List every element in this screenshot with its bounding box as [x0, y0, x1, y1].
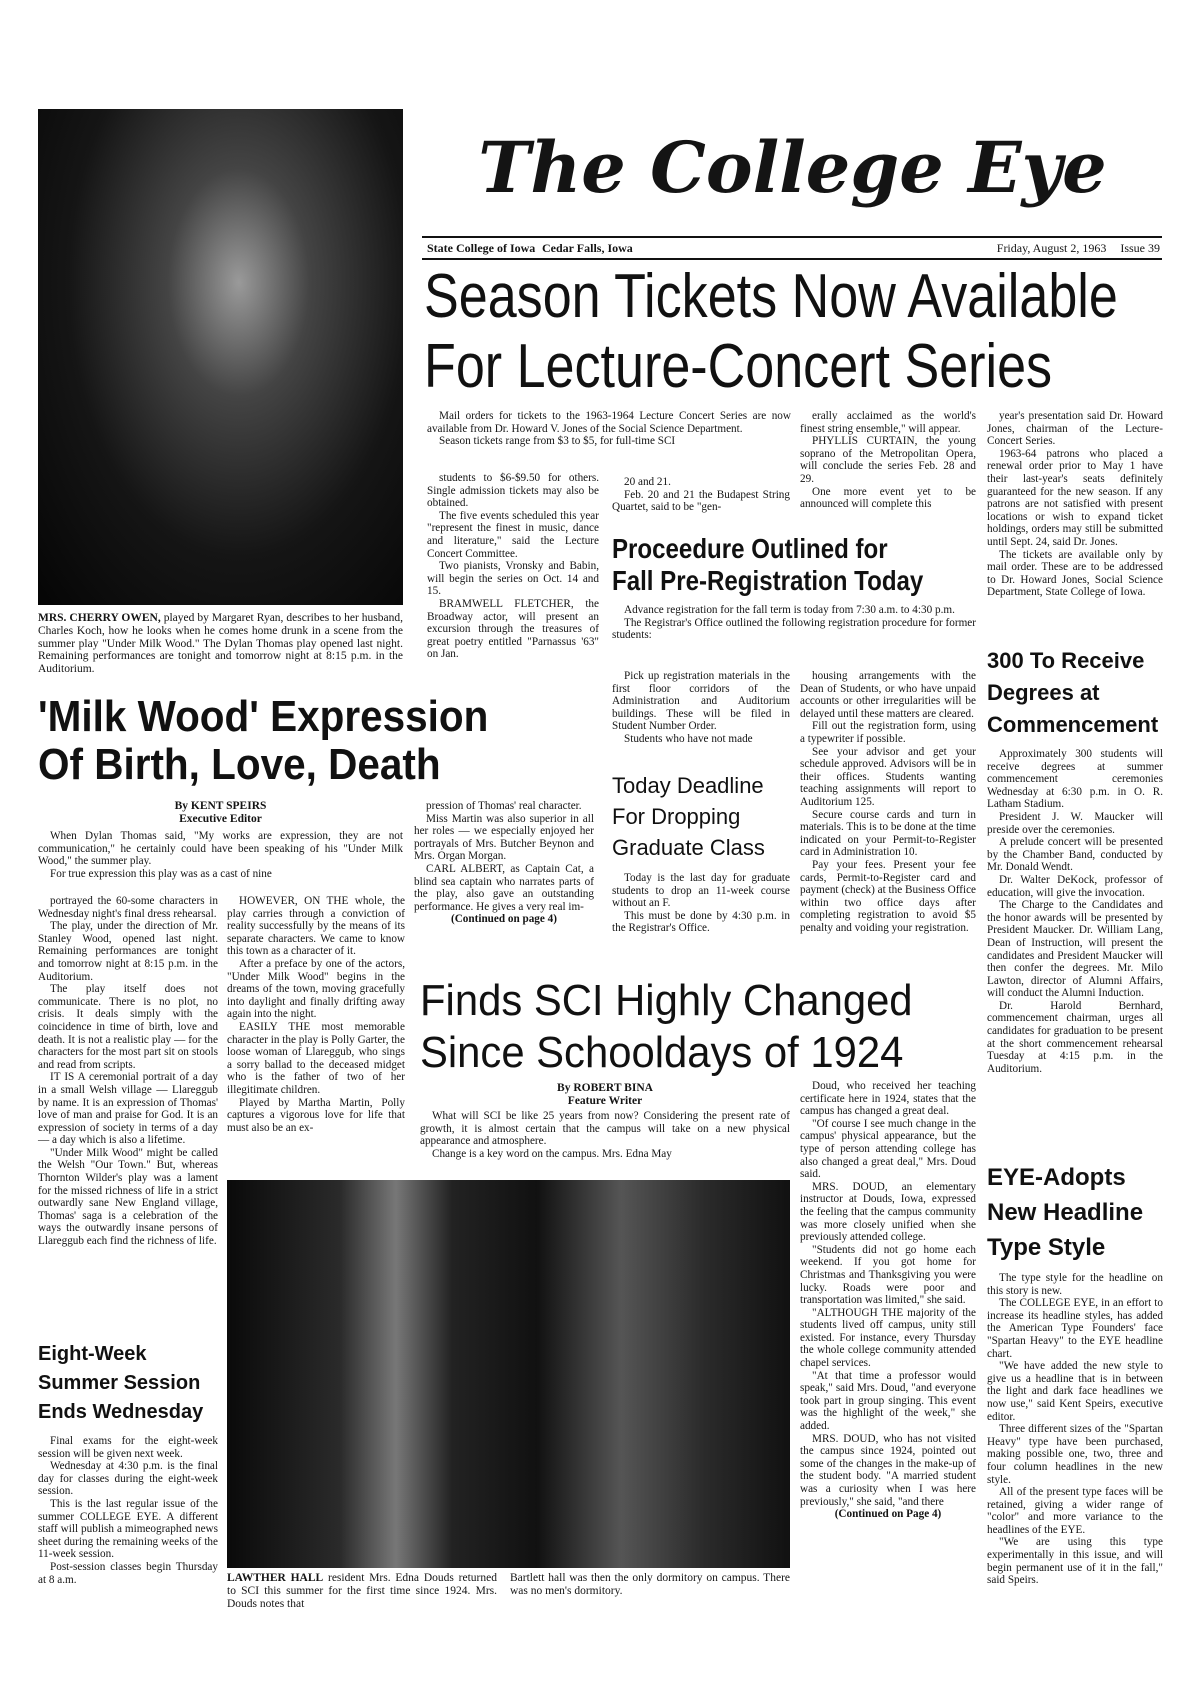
paragraph: Approximately 300 students will receive degrees at summer commencement ceremonies Wednesday at 6:30 p.m. in O. R. Latham Stadium. [987, 748, 1163, 811]
paragraph: The type style for the headline on this story is new. [987, 1272, 1163, 1297]
headline-line: Fall Pre-Registration Today [612, 565, 924, 596]
headline-line: Since Schooldays of 1924 [420, 1028, 904, 1077]
headline-style-body [987, 1272, 1163, 1587]
milk-wood-lead [38, 830, 403, 880]
headline-line: Commencement [987, 712, 1159, 737]
continued-link[interactable]: (Continued on Page 4) [834, 1508, 942, 1521]
paragraph: Feb. 20 and 21 the Budapest String Quartet, said to be "gen- [612, 488, 790, 514]
paragraph: 20 and 21. [624, 476, 671, 488]
continued-link[interactable]: (Continued on page 4) [451, 913, 557, 926]
milk-wood-col-a [38, 895, 218, 1248]
paragraph: Pay your fees. Present your fee cards, Permit-to-Register card and payment (check) at the Business Office within two office days after completing registration to avoid $5 penalty and voiding your registration. [800, 858, 976, 934]
paragraph: After a preface by one of the actors, "Under Milk Wood" begins in the dreams of the town, moving gracefully into daylight and finally drifting away again into the night. [227, 957, 405, 1021]
sci-changed-byline [420, 1082, 790, 1108]
summer-session-body [38, 1435, 218, 1586]
sci-changed-col-wrap [800, 1080, 976, 1521]
paragraph: The five events scheduled this year "represent the finest in music, dance and literature," said the Lecture Concert Committee. [427, 509, 599, 560]
sci-changed-lead [420, 1110, 790, 1160]
paragraph: 1963-64 patrons who placed a renewal order prior to May 1 have their last-year's seats definitely guaranteed for the new season. If any patrons are not satisfied with present locations or wish to expand ticket holdings, orders may still be submitted until Sept. 24, said Dr. Jones. [987, 447, 1163, 548]
paragraph: Post-session classes begin Thursday at 8 a.m. [38, 1560, 218, 1586]
paragraph: What will SCI be like 25 years from now? Considering the present rate of growth, it is almost certain that the campus will take on a new physical appearance and atmosphere. [420, 1110, 790, 1148]
headline-line: Ends Wednesday [38, 1401, 204, 1423]
paragraph: The play itself does not communicate. There is no plot, no crisis. It deals simply with the coincidence in time of birth, love and death. It is not a realistic play — for the characters for the most part sit on stools and read from scripts. [38, 983, 218, 1071]
paragraph: Today is the last day for graduate students to drop an 11-week course without an F. [612, 872, 790, 910]
paragraph: A prelude concert will be presented by the Chamber Band, conducted by Mr. Donald Wendt. [987, 836, 1163, 874]
paragraph: Dr. Harold Bernhard, commencement chairman, urges all candidates for graduation to be present at the short commencement rehearsal Tuesday at 4:15 p.m. in the Auditorium. [987, 999, 1163, 1075]
paragraph: Two pianists, Vronsky and Babin, will begin the series on Oct. 14 and 15. [427, 560, 599, 598]
paragraph: housing arrangements with the Dean of Students, or who have unpaid accounts or other irregularities will be delayed until these matters are cleared. [800, 670, 976, 720]
season-tickets-col4 [987, 410, 1163, 599]
headline-line: Summer Session [38, 1372, 201, 1394]
caption-text: played by Margaret Ryan, describes to her husband, Charles Koch, how he looks when he comes home drunk in a scene from the summer play "Under Milk Wood." The Dylan Thomas play opened last night. Remaining performances are tonight and tomorrow night at 8:15 p.m. in the Auditorium. [38, 612, 403, 676]
school-name: State College of Iowa [427, 241, 536, 255]
paragraph: year's presentation said Dr. Howard Jones, chairman of the Lecture-Concert Series. [987, 410, 1163, 448]
paragraph: Doud, who received her teaching certificate here in 1924, states that the campus has changed a great deal. [800, 1080, 976, 1118]
paragraph: HOWEVER, ON THE whole, the play carries through a conviction of reality successfully by the means of its separate characters. We came to know this town as a character of it. [227, 895, 405, 958]
caption-text: resident Mrs. Edna Douds returned to SCI this summer for the first time since 1924. Mrs. Douds notes that [227, 1572, 497, 1610]
registration-col-left [612, 670, 790, 746]
season-tickets-lead [427, 410, 791, 448]
paragraph: Advance registration for the fall term is today from 7:30 a.m. to 4:30 p.m. [624, 604, 955, 616]
commencement-body [987, 748, 1163, 1075]
paragraph: "We are using this type experimentally in this issue, and will begin permanent use of it in the fall," said Speirs. [987, 1536, 1163, 1587]
headline-line: Proceedure Outlined for [612, 533, 888, 564]
headline-line: Degrees at [987, 680, 1100, 705]
photo-lawther-hall [227, 1180, 790, 1568]
headline-style-headline [987, 1160, 1167, 1265]
paragraph: MRS. DOUD, an elementary instructor at Douds, Iowa, expressed the feeling that the campus community was more closely unified when she previously attended college. [800, 1180, 976, 1244]
paragraph: See your advisor and get your schedule approved. Advisors will be in their offices. Students wanting teaching assignments will report to Auditorium 125. [800, 745, 976, 808]
milk-wood-col-c-wrap [414, 800, 594, 926]
paragraph: This is the last regular issue of the summer COLLEGE EYE. A different staff will publish a mimeographed news sheet during the remaining weeks of the 11-week session. [38, 1497, 218, 1561]
masthead-rule-bottom [422, 258, 1162, 260]
paragraph: EASILY THE most memorable character in the play is Polly Garter, the loose woman of Llareggub, who sings a sorry ballad to the deceased midget who is the father of two of her illegitimate children. [227, 1020, 405, 1096]
headline-line: Eight-Week [38, 1343, 147, 1365]
issue-date: Friday, August 2, 1963 [996, 241, 1107, 255]
location: Cedar Falls, Iowa [542, 241, 633, 255]
byline-name: By ROBERT BINA [557, 1082, 653, 1094]
headline-line: New Headline [987, 1199, 1144, 1226]
commencement-headline [987, 645, 1167, 741]
season-tickets-col1 [427, 472, 599, 661]
headline-line: 300 To Receive [987, 648, 1145, 673]
caption-lead: LAWTHER HALL [227, 1572, 324, 1584]
paragraph: "Students did not go home each weekend. If you got home for Christmas and Thanksgiving you were lucky. Roads were poor and transportation was limited," she said. [800, 1243, 976, 1307]
paragraph: portrayed the 60-some characters in Wednesday night's final dress rehearsal. [38, 895, 218, 920]
paragraph: "Of course I see much change in the campus' physical appearance, but the type of person attending college has also changed a great deal," Mrs. Doud said. [800, 1117, 976, 1181]
headline-line: 'Milk Wood' Expression [38, 692, 489, 741]
season-tickets-col2 [612, 476, 790, 514]
sci-changed-col [800, 1080, 976, 1508]
paragraph: pression of Thomas' real character. [426, 800, 582, 812]
paragraph: The Registrar's Office outlined the following registration procedure for former students: [612, 616, 976, 642]
photo-milk-wood-scene [38, 109, 403, 605]
paragraph: "We have added the new style to give us a headline that is in between the light and dark face headlines we now use," said Kent Speirs, executive editor. [987, 1360, 1163, 1423]
paragraph: IT IS A ceremonial portrait of a day in a small Welsh village — Llareggub by name. It is an expression of Thomas' love of man and praise for God. It is an expression of society in terms of a day — a day which is also a lifetime. [38, 1071, 218, 1147]
paragraph: Final exams for the eight-week session will be given next week. [38, 1435, 218, 1460]
photo-caption-lawther-right: Bartlett hall was then the only dormitory on campus. There was no men's dormitory. [510, 1572, 790, 1597]
milk-wood-col-b [227, 895, 405, 1134]
headline-line: For Lecture-Concert Series [424, 332, 1053, 401]
deadline-body [612, 872, 790, 935]
paragraph: All of the present type faces will be retained, giving a wider range of "color" and more variance to the headlines of the EYE. [987, 1486, 1163, 1536]
paragraph: CARL ALBERT, as Captain Cat, a blind sea captain who narrates parts of the play, also gave an outstanding performance. He gives a very real im- [414, 862, 594, 913]
byline-title: Feature Writer [567, 1095, 643, 1107]
milk-wood-col-c [414, 800, 594, 913]
paragraph: PHYLLIS CURTAIN, the young soprano of the Metropolitan Opera, will conclude the series Feb. 28 and 29. [800, 435, 976, 485]
registration-col-right [800, 670, 976, 934]
paragraph: Fill out the registration form, using a typewriter if possible. [800, 720, 976, 745]
paragraph: This must be done by 4:30 p.m. in the Registrar's Office. [612, 909, 790, 935]
sci-changed-headline [420, 975, 980, 1079]
paragraph: BRAMWELL FLETCHER, the Broadway actor, will present an excursion through the treasures of great poetry entitled "Parnassus '63" on Jan. [427, 597, 599, 661]
headline-line: Of Birth, Love, Death [38, 740, 441, 789]
masthead-info-bar [427, 241, 1160, 256]
paragraph: students to $6-$9.50 for others. Single admission tickets may also be obtained. [427, 472, 599, 510]
headline-line: EYE-Adopts [987, 1164, 1126, 1191]
headline-line: Type Style [987, 1234, 1106, 1261]
paragraph: Mail orders for tickets to the 1963-1964 Lecture Concert Series are now available from Dr. Howard V. Jones of the Social Science Department. [427, 410, 791, 435]
paragraph: Students who have not made [624, 732, 753, 745]
headline-line: Season Tickets Now Available [424, 262, 1118, 331]
deadline-headline [612, 770, 792, 863]
paragraph: Dr. Walter DeKock, professor of education, will give the invocation. [987, 873, 1163, 899]
paragraph: Season tickets range from $3 to $5, for full-time SCI [439, 435, 676, 448]
headline-line: Graduate Class [612, 835, 765, 860]
season-tickets-col3 [800, 410, 976, 511]
headline-line: Today Deadline [612, 773, 764, 798]
byline-name: By KENT SPEIRS [174, 800, 267, 812]
paragraph: The play, under the direction of Mr. Stanley Wood, opened last night. Remaining performances are tonight and tomorrow night at 8:15 p.m. in the Auditorium. [38, 920, 218, 983]
paragraph: Pick up registration materials in the first floor corridors of the Administration and Auditorium buildings. These will be filed in Student Number Order. [612, 670, 790, 733]
season-tickets-headline [424, 262, 1164, 404]
paragraph: One more event yet to be announced will complete this [800, 485, 976, 511]
paragraph: Wednesday at 4:30 p.m. is the final day for classes during the eight-week session. [38, 1460, 218, 1498]
paragraph: "At that time a professor would speak," said Mrs. Doud, "and everyone took part in group singing. This event was the highlight of the week," she added. [800, 1369, 976, 1433]
paragraph: President J. W. Maucker will preside over the ceremonies. [987, 810, 1163, 836]
milk-wood-byline [38, 800, 403, 826]
paragraph: The COLLEGE EYE, in an effort to increase its headline styles, has added the American Type Founders' face "Spartan Heavy" to the EYE headline chart. [987, 1297, 1163, 1360]
milk-wood-headline [38, 693, 598, 789]
paragraph: The tickets are available only by mail order. These are to be addressed to Dr. Howard Jones, Social Science Department, State College of Iowa. [987, 548, 1163, 599]
paragraph: "Under Milk Wood" might be called the Welsh "Our Town." But, whereas Thornton Wilder's play was a lament for the missed richness of life in a strict outwardly sane New England village, Thomas' saga is a celebration of the ways the outwardly insane persons of Llareggub each find the richness of life. [38, 1146, 218, 1248]
paragraph: The Charge to the Candidates and the honor awards will be presented by President Maucker. Dr. William Lang, Dean of Instruction, will present the candidates and President Maucker will then confer the degrees. Mr. Milo Lawton, director of Alumni Affairs, will conduct the Alumni Induction. [987, 899, 1163, 1000]
paragraph: MRS. DOUD, who has not visited the campus since 1924, pointed out some of the changes in the make-up of the student body. "A married student was a curiosity when I was here previously," she said, "and there [800, 1432, 976, 1508]
paragraph: Secure course cards and turn in materials. This is to be done at the time indicated on your Permit-to-Register card in Administration 10. [800, 808, 976, 859]
registration-headline [612, 533, 976, 597]
paragraph: Change is a key word on the campus. Mrs. Edna May [432, 1147, 672, 1160]
paragraph: Three different sizes of the "Spartan Heavy" type have been purchased, making possible one, two, three and four column headlines in the new style. [987, 1423, 1163, 1486]
paragraph: Miss Martin was also superior in all her roles — we especially enjoyed her portrayals of Mrs. Butcher Beynon and Mrs. Organ Morgan. [414, 812, 594, 863]
byline-title: Executive Editor [179, 813, 262, 825]
masthead-rule-top [422, 236, 1162, 238]
issue-number: Issue 39 [1120, 241, 1160, 255]
paragraph: For true expression this play was as a cast of nine [50, 867, 272, 880]
headline-line: Finds SCI Highly Changed [420, 976, 913, 1025]
headline-line: For Dropping [612, 804, 741, 829]
summer-session-headline [38, 1340, 223, 1427]
photo-caption-lawther-left [227, 1572, 497, 1610]
paragraph: "ALTHOUGH THE majority of the students lived off campus, unity still existed. For instance, every Thursday the whole college community attended chapel services. [800, 1306, 976, 1370]
caption-lead: MRS. CHERRY OWEN, [38, 612, 161, 624]
paragraph: Played by Martha Martin, Polly captures a vigorous love for life that must also be an ex- [227, 1096, 405, 1134]
paragraph: erally acclaimed as the world's finest string ensemble," will appear. [800, 410, 976, 435]
photo-caption-owen [38, 612, 403, 676]
masthead-title: The College Eye [478, 126, 1107, 209]
paragraph: When Dylan Thomas said, "My works are expression, they are not communication," he certainly could have been speaking of his "Under Milk Wood," the summer play. [38, 830, 403, 868]
registration-lead [612, 604, 976, 642]
